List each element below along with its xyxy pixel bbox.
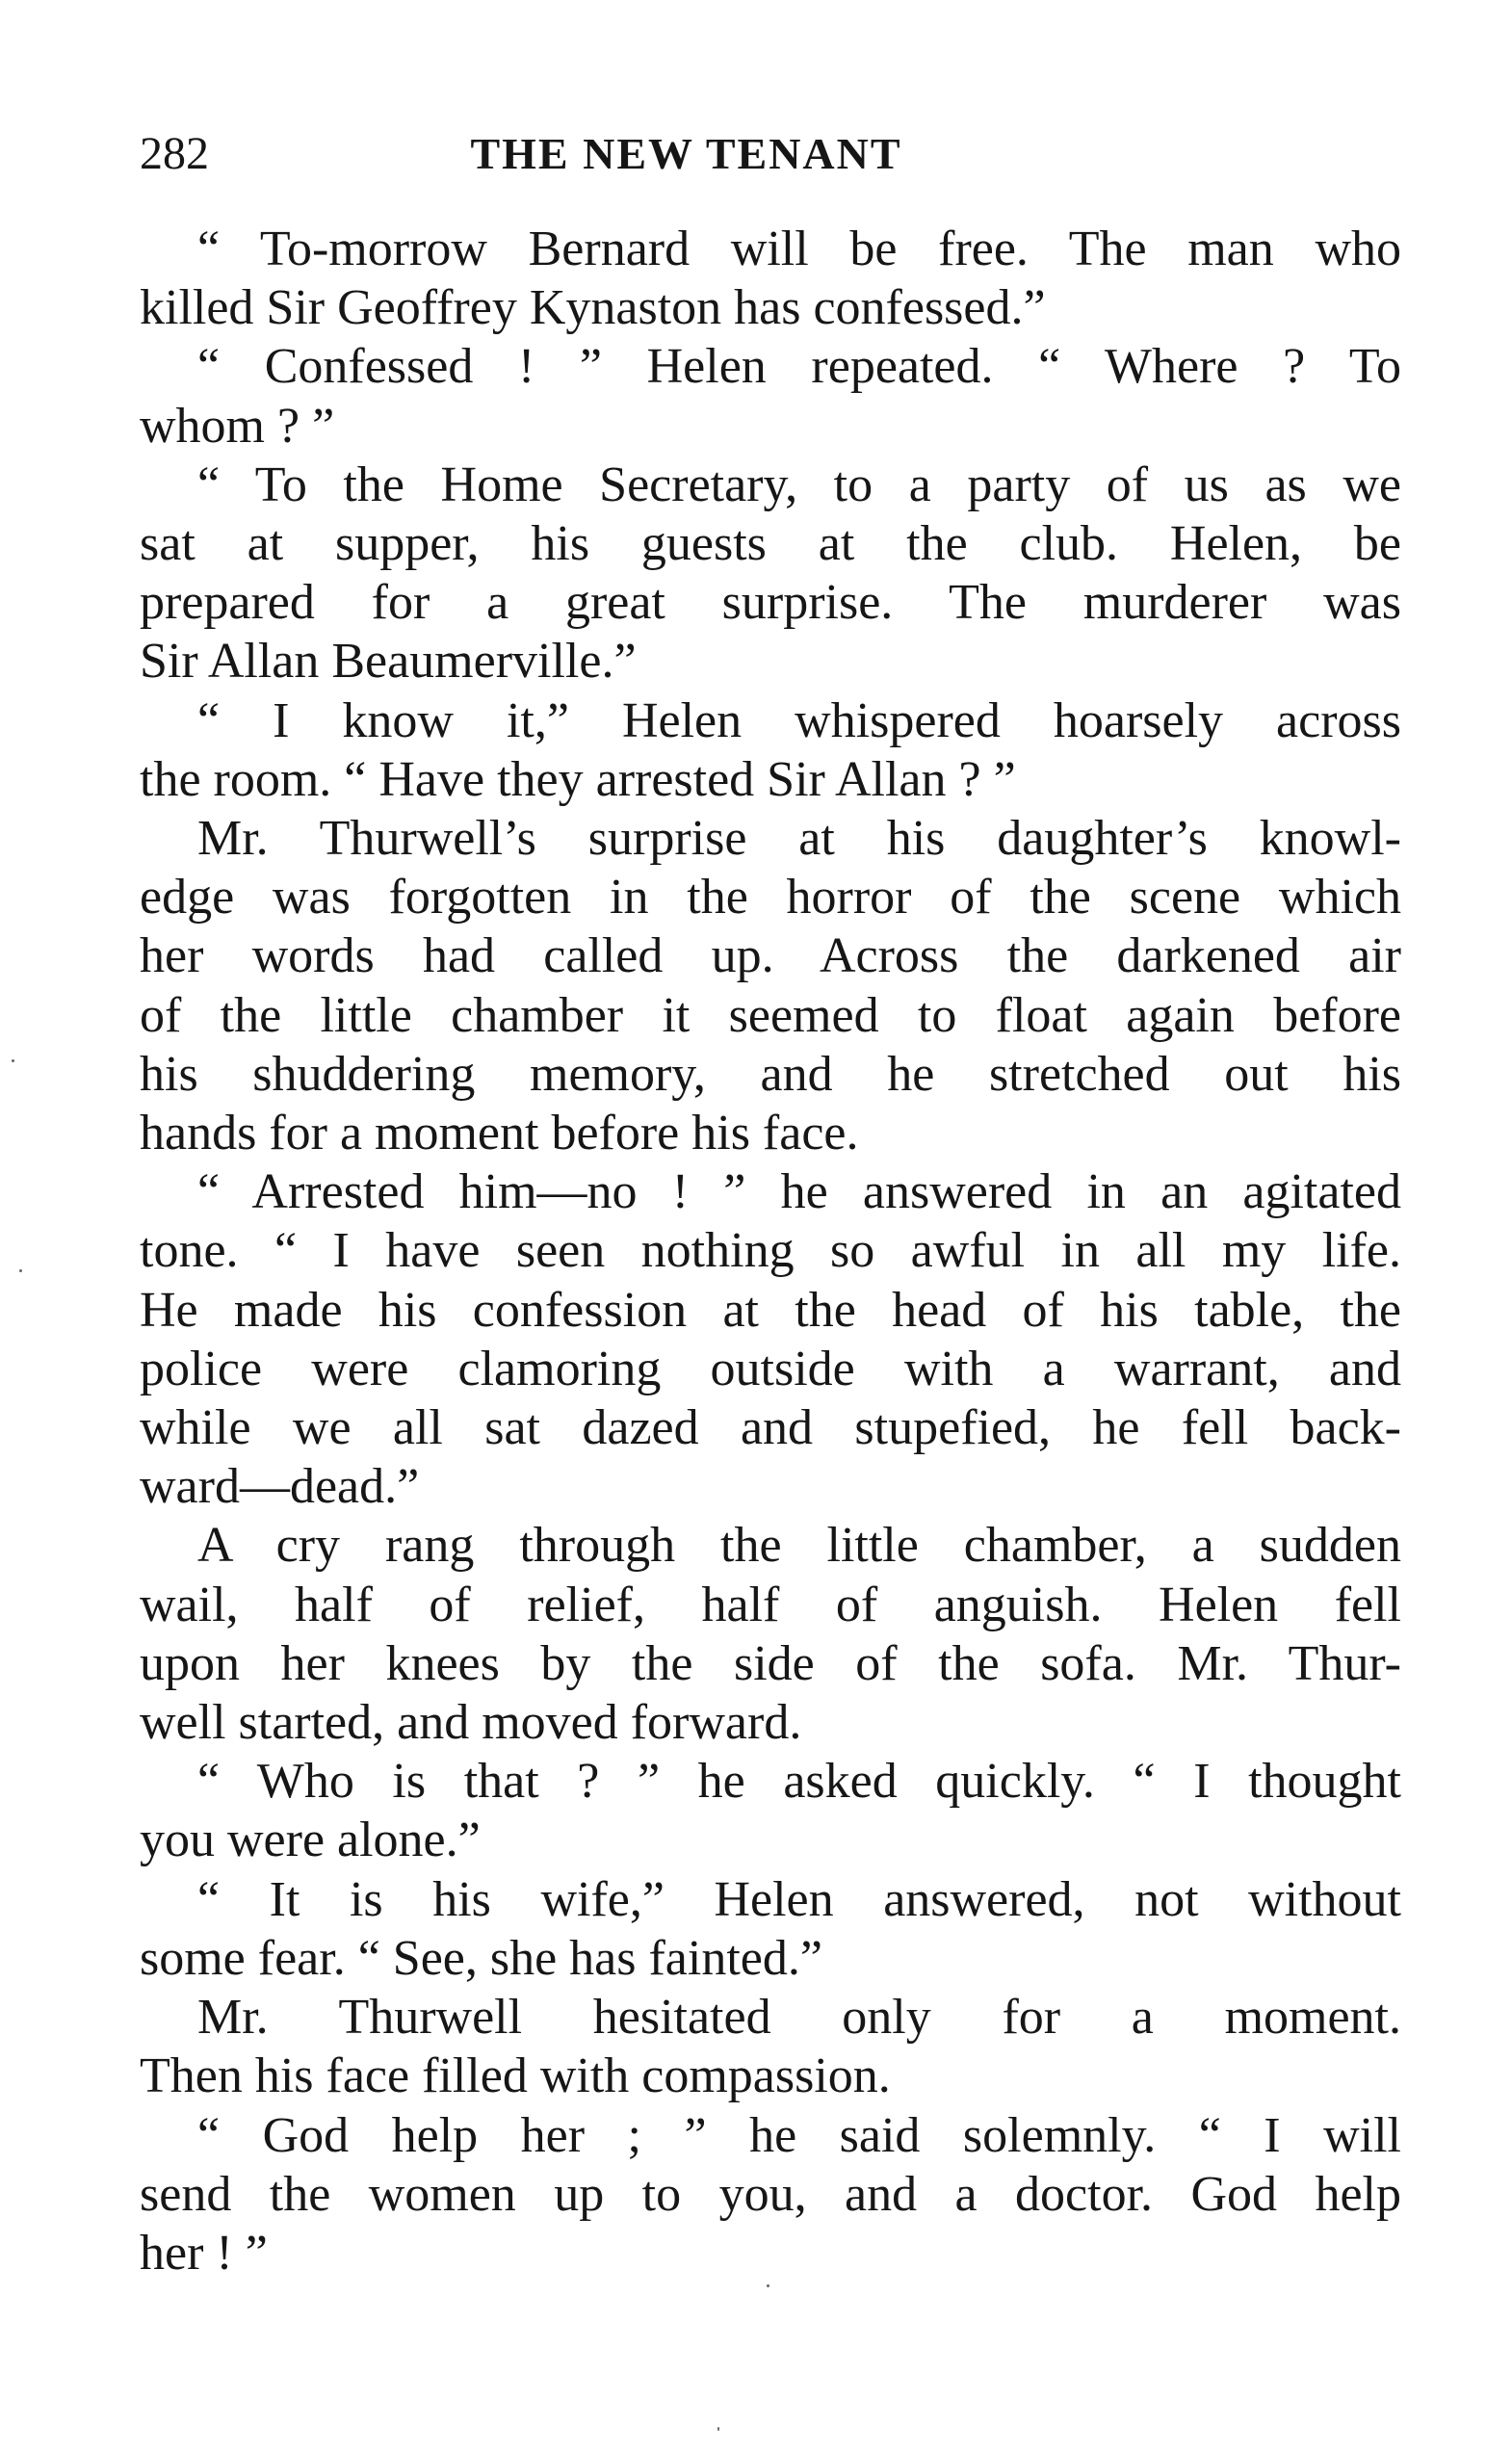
paragraph <box>140 1516 1401 1752</box>
text-line: her words had called up. Across the darkened air <box>140 928 1401 984</box>
running-title: THE NEW TENANT <box>470 129 902 178</box>
text-line: upon her knees by the side of the sofa. Mr. Thur- <box>140 1635 1401 1691</box>
text-line: send the women up to you, and a doctor. God help <box>140 2166 1401 2222</box>
text-line: you were alone.” <box>140 1813 481 1868</box>
print-speck <box>717 2427 719 2431</box>
paragraph <box>140 337 1401 455</box>
print-speck <box>19 1269 22 1272</box>
paragraph <box>140 1162 1401 1516</box>
text-line: Sir Allan Beaumerville.” <box>140 634 637 690</box>
text-line: Mr. Thurwell hesitated only for a moment. <box>197 1990 1401 2046</box>
paragraph <box>140 1752 1401 1869</box>
paragraph <box>140 456 1401 691</box>
text-line: He made his confession at the head of his table, the <box>140 1282 1401 1338</box>
text-line: of the little chamber it seemed to float again before <box>140 987 1401 1043</box>
text-line: “ Confessed ! ” Helen repeated. “ Where ? To <box>197 339 1401 395</box>
text-line: Mr. Thurwell’s surprise at his daughter’s knowl- <box>197 811 1401 867</box>
text-line: edge was forgotten in the horror of the scene which <box>140 870 1401 926</box>
text-line: “ Who is that ? ” he asked quickly. “ I thought <box>197 1754 1401 1810</box>
paragraph <box>140 809 1401 1162</box>
text-line: “ Arrested him—no ! ” he answered in an agitated <box>197 1164 1401 1220</box>
paragraph <box>140 1870 1401 1988</box>
text-line: “ To the Home Secretary, to a party of us as we <box>197 456 1401 512</box>
text-line: “ God help her ; ” he said solemnly. “ I will <box>197 2107 1401 2163</box>
paragraph <box>140 220 1401 337</box>
text-line: “ I know it,” Helen whispered hoarsely across <box>197 692 1401 748</box>
text-line: the room. “ Have they arrested Sir Allan ? ” <box>140 751 1016 807</box>
paragraph <box>140 2106 1401 2283</box>
text-line: killed Sir Geoffrey Kynaston has confessed.” <box>140 280 1046 336</box>
text-line: ward—dead.” <box>140 1459 420 1515</box>
text-line: his shuddering memory, and he stretched out his <box>140 1046 1401 1102</box>
text-line: “ It is his wife,” Helen answered, not without <box>197 1871 1401 1927</box>
text-line: A cry rang through the little chamber, a sudden <box>197 1518 1401 1574</box>
text-line: prepared for a great surprise. The murderer was <box>140 575 1401 631</box>
paragraph <box>140 691 1401 809</box>
text-line: her ! ” <box>140 2225 268 2281</box>
text-line: Then his face filled with compassion. <box>140 2048 891 2104</box>
text-line: wail, half of relief, half of anguish. Helen fell <box>140 1577 1401 1632</box>
page-number: 282 <box>140 128 209 179</box>
text-line: sat at supper, his guests at the club. Helen, be <box>140 516 1401 572</box>
text-line: hands for a moment before his face. <box>140 1106 859 1161</box>
paragraph <box>140 1988 1401 2105</box>
running-head <box>140 116 1396 193</box>
text-line: well started, and moved forward. <box>140 1695 802 1751</box>
text-line: “ To-morrow Bernard will be free. The man who <box>197 222 1401 276</box>
text-line: while we all sat dazed and stupefied, he fell back- <box>140 1400 1401 1456</box>
print-speck <box>12 1059 14 1062</box>
print-speck <box>767 2284 769 2287</box>
text-line: tone. “ I have seen nothing so awful in all my life. <box>140 1223 1401 1279</box>
text-line: police were clamoring outside with a warrant, and <box>140 1341 1401 1396</box>
body-text <box>140 220 1401 2282</box>
text-line: some fear. “ See, she has fainted.” <box>140 1930 822 1986</box>
text-line: whom ? ” <box>140 398 335 454</box>
